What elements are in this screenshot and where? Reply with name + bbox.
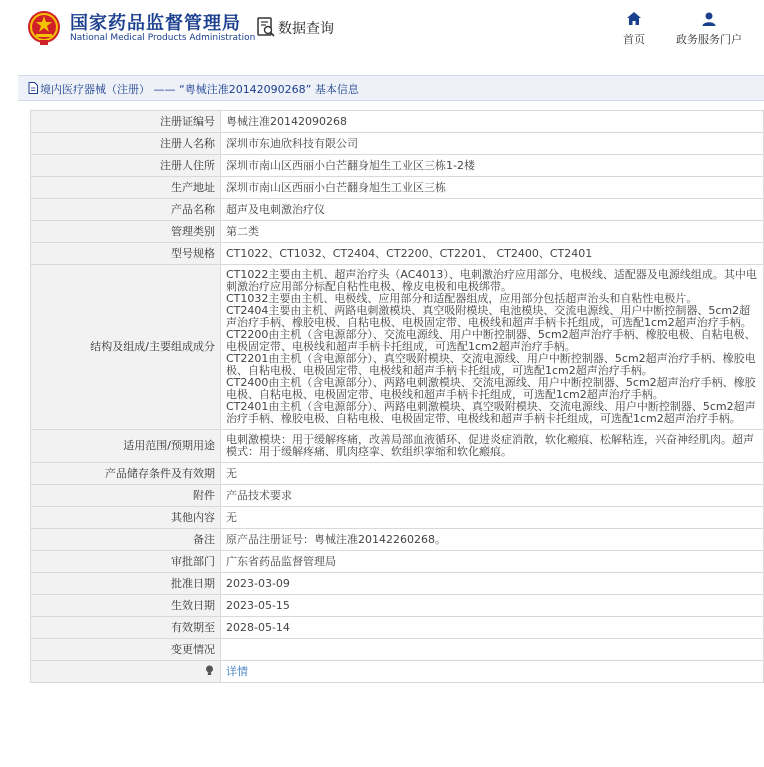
field-label: 备注 — [31, 529, 221, 551]
field-value: 2023-03-09 — [221, 573, 764, 595]
data-query-link[interactable]: 数据查询 — [278, 21, 334, 37]
table-row — [31, 551, 764, 573]
field-value: 广东省药品监督管理局 — [221, 551, 764, 573]
field-value: 深圳市南山区西丽小白芒翻身旭生工业区三栋 — [221, 177, 764, 199]
field-value — [221, 639, 764, 661]
table-row — [31, 595, 764, 617]
field-value: 无 — [221, 463, 764, 485]
field-value: 2023-05-15 — [221, 595, 764, 617]
field-label: 适用范围/预期用途 — [31, 430, 221, 463]
lightbulb-icon — [205, 665, 214, 676]
field-label: 产品名称 — [31, 199, 221, 221]
field-label: 批准日期 — [31, 573, 221, 595]
field-label: 有效期至 — [31, 617, 221, 639]
device-detail-body — [31, 111, 764, 683]
table-row — [31, 199, 764, 221]
nav-portal-label: 政务服务门户 — [676, 33, 742, 46]
site-subtitle: National Medical Products Administration — [70, 33, 256, 43]
nav-home-button[interactable] — [614, 11, 654, 47]
hint-cell — [31, 661, 221, 683]
field-label: 审批部门 — [31, 551, 221, 573]
table-row — [31, 573, 764, 595]
user-icon — [701, 11, 717, 27]
field-value: 第二类 — [221, 221, 764, 243]
table-row — [31, 617, 764, 639]
field-value: 产品技术要求 — [221, 485, 764, 507]
site-title[interactable]: 国家药品监督管理局 — [70, 13, 241, 34]
detail-cell — [221, 661, 764, 683]
field-value: CT1022、CT1032、CT2404、CT2200、CT2201、 CT2400、CT2401 — [221, 243, 764, 265]
site-header — [0, 0, 764, 62]
field-label: 注册人名称 — [31, 133, 221, 155]
table-row — [31, 485, 764, 507]
field-label: 生效日期 — [31, 595, 221, 617]
home-icon — [626, 11, 642, 27]
table-row — [31, 639, 764, 661]
table-row — [31, 430, 764, 463]
nav-home-label: 首页 — [623, 33, 645, 46]
table-row — [31, 661, 764, 683]
table-row — [31, 507, 764, 529]
table-row — [31, 265, 764, 430]
table-row — [31, 177, 764, 199]
device-detail-table — [30, 110, 764, 683]
field-value: 无 — [221, 507, 764, 529]
table-row — [31, 529, 764, 551]
field-label: 变更情况 — [31, 639, 221, 661]
field-label: 附件 — [31, 485, 221, 507]
field-label: 其他内容 — [31, 507, 221, 529]
field-label: 结构及组成/主要组成成分 — [31, 265, 221, 430]
field-label: 产品储存条件及有效期 — [31, 463, 221, 485]
table-row — [31, 133, 764, 155]
field-label: 管理类别 — [31, 221, 221, 243]
field-label: 型号规格 — [31, 243, 221, 265]
breadcrumb — [18, 75, 764, 101]
field-value: 粤械注准20142090268 — [221, 111, 764, 133]
field-value: 深圳市南山区西丽小白芒翻身旭生工业区三栋1-2楼 — [221, 155, 764, 177]
field-value: 原产品注册证号：粤械注准20142260268。 — [221, 529, 764, 551]
document-icon — [28, 82, 38, 94]
field-value: 2028-05-14 — [221, 617, 764, 639]
national-emblem-icon — [27, 10, 61, 46]
field-value: 超声及电刺激治疗仪 — [221, 199, 764, 221]
detail-link[interactable]: 详情 — [226, 664, 248, 678]
field-value: CT1022主要由主机、超声治疗头（AC4013）、电刺激治疗应用部分、电极线、适配器及电源线组成。其中电刺激治疗应用部分标配自粘性电极、橡皮电极和电极绑带。 CT1032主要由主机、电极线、应用部分和适配器组成，应用部分包括超声治头和自粘性电极片。 CT2404主要由主机、两路电刺激模块、真空吸附模块、电池模块、交流电源线、用户中断控制器、5cm2超声治疗手柄、橡胶电极、自粘电极、电极固定带、电极线和超声手柄卡托组成，可选配1cm2超声治疗手柄。 CT2200由主机（含电源部分）、交流电源线、用户中断控制器、5cm2超声治疗手柄、橡胶电极、自粘电极、电极固定带、电极线和超声手柄卡托组成，可选配1cm2超声治疗手柄。 CT2201由主机（含电源部分）、真空吸附模块、交流电源线、用户中断控制器、5cm2超声治疗手柄、橡胶电极、自粘电极、电极固定带、电极线和超声手柄卡托组成，可选配1cm2超声治疗手柄。 CT2400由主机（含电源部分）、两路电刺激模块、交流电源线、用户中断控制器、5cm2超声治疗手柄、橡胶电极、自粘电极、电极固定带、电极线和超声手柄卡托组成，可选配1cm2超声治疗手柄。 CT2401由主机（含电源部分）、两路电刺激模块、真空吸附模块、交流电源线、用户中断控制器、5cm2超声治疗手柄、橡胶电极、自粘电极、电极固定带、电极线和超声手柄卡托组成，可选配1cm2超声治疗手柄。 — [221, 265, 764, 430]
table-row — [31, 155, 764, 177]
field-value: 深圳市东迪欣科技有限公司 — [221, 133, 764, 155]
field-label: 注册人住所 — [31, 155, 221, 177]
table-row — [31, 463, 764, 485]
table-row — [31, 221, 764, 243]
field-value: 电刺激模块：用于缓解疼痛，改善局部血液循环、促进炎症消散，软化瘢痕、松解粘连，兴奋神经肌肉。超声模式：用于缓解疼痛、肌肉痉挛、软组织挛缩和软化瘢痕。 — [221, 430, 764, 463]
field-label: 生产地址 — [31, 177, 221, 199]
field-label: 注册证编号 — [31, 111, 221, 133]
table-row — [31, 243, 764, 265]
nav-portal-button[interactable] — [670, 11, 748, 47]
breadcrumb-text: 境内医疗器械（注册） —— “粤械注准20142090268” 基本信息 — [40, 83, 359, 96]
data-query-icon[interactable] — [257, 17, 275, 37]
table-row — [31, 111, 764, 133]
